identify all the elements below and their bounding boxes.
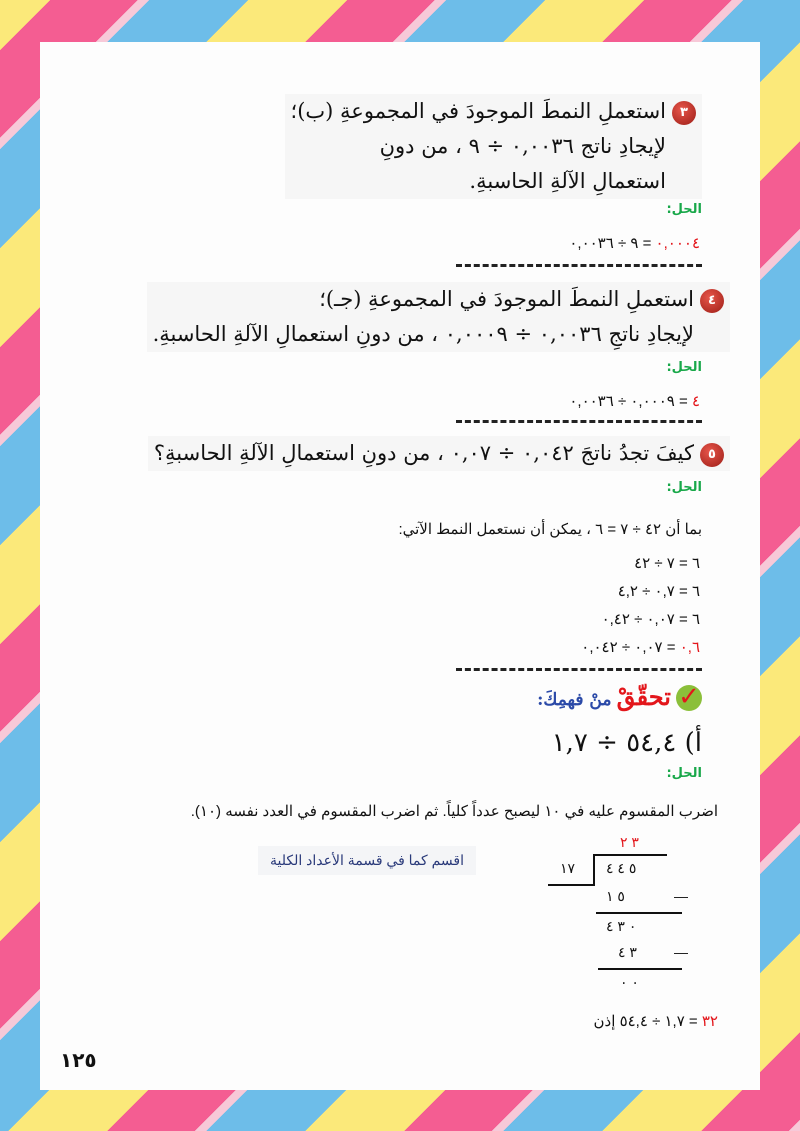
heading-red: تحقّقْ [616,682,671,711]
note-box: اقسم كما في قسمة الأعداد الكلية [258,846,476,875]
question-text: لإيجادِ ناتج ٠,٠٠٣٦ ÷ ٩ ، من دونِ [379,134,666,158]
solution-label: الحل: [666,202,702,217]
divider [456,420,702,423]
page [40,42,760,1090]
heading-blue: منْ فهمِكَ: [537,690,612,710]
equation-text: = ٠,٠٧ ÷ ٠,٠٤٢ [581,639,680,656]
page-number: ١٢٥ [60,1048,97,1072]
question-number-badge: ٣ [672,101,696,125]
divisor: ١٧ [560,860,576,876]
pattern-line: ٦ = ٠,٧ ÷ ٤,٢ [617,583,700,600]
question-text: استعملِ النمطَ الموجودَ في المجموعةِ (ب)؛ [290,99,666,123]
solution-intro: بما أن ٤٢ ÷ ٧ = ٦ ، يمكن أن نستعمل النمط الآتي: [398,521,702,538]
question-3 [285,94,702,199]
answer: ٤ [691,393,700,410]
divider [456,264,702,267]
subtract-step: ٥ ١ [606,888,625,904]
instruction: اضرب المقسوم عليه في ١٠ ليصبح عدداً كلياً. ثم اضرب المقسوم في العدد نفسه (١٠). [190,803,718,820]
pattern-line: ٦ = ٠,٠٧ ÷ ٠,٤٢ [601,611,700,628]
solution-label: الحل: [666,360,702,375]
divider [456,668,702,671]
checkmark-icon: ✓ [676,685,702,711]
conclusion-prefix: إذن [593,1013,616,1030]
solution-label: الحل: [666,766,702,781]
question-text: كيفَ تجدُ ناتجَ ٠,٠٤٢ ÷ ٠,٠٧ ، من دونِ استعمالِ الآلةِ الحاسبةِ؟ [153,441,694,465]
question-text: لإيجادِ ناتجِ ٠,٠٠٣٦ ÷ ٠,٠٠٠٩ ، من دونِ استعمالِ الآلةِ الحاسبةِ. [152,322,694,346]
pattern-line: ٦ = ٧ ÷ ٤٢ [634,555,700,572]
long-division [548,834,728,1034]
question-number-badge: ٤ [700,289,724,313]
question-5 [148,436,730,471]
question-text: استعملِ النمطَ الموجودَ في المجموعةِ (جـ)؛ [319,287,694,311]
question-4 [147,282,730,352]
equation [569,234,700,252]
remainder: ٠ ٠ [620,974,639,990]
equation-text: = ١,٧ ÷ ٥٤,٤ [619,1013,702,1030]
equation [569,392,700,410]
minus-sign: — [674,888,688,904]
dividend: ٥ ٤ ٤ [606,860,637,876]
question-number-badge: ٥ [700,443,724,467]
check-understanding-heading [537,682,702,711]
equation-text: = ٩ ÷ ٠,٠٠٣٦ [569,235,656,252]
answer: ٠,٠٠٠٤ [655,235,700,252]
conclusion [594,1012,718,1030]
question-text: استعمالِ الآلةِ الحاسبةِ. [469,169,666,193]
check-problem: أ) ٥٤,٤ ÷ ١,٧ [551,728,702,758]
answer: ٣٢ [701,1013,718,1030]
minus-sign: — [674,944,688,960]
quotient: ٣ ٢ [620,834,639,850]
answer: ٠,٦ [679,639,700,656]
solution-label: الحل: [666,480,702,495]
remainder: ٠ ٣ ٤ [606,918,637,934]
pattern-line [581,638,700,656]
equation-text: = ٠,٠٠٠٩ ÷ ٠,٠٠٣٦ [569,393,692,410]
subtract-step: ٣ ٤ [618,944,637,960]
